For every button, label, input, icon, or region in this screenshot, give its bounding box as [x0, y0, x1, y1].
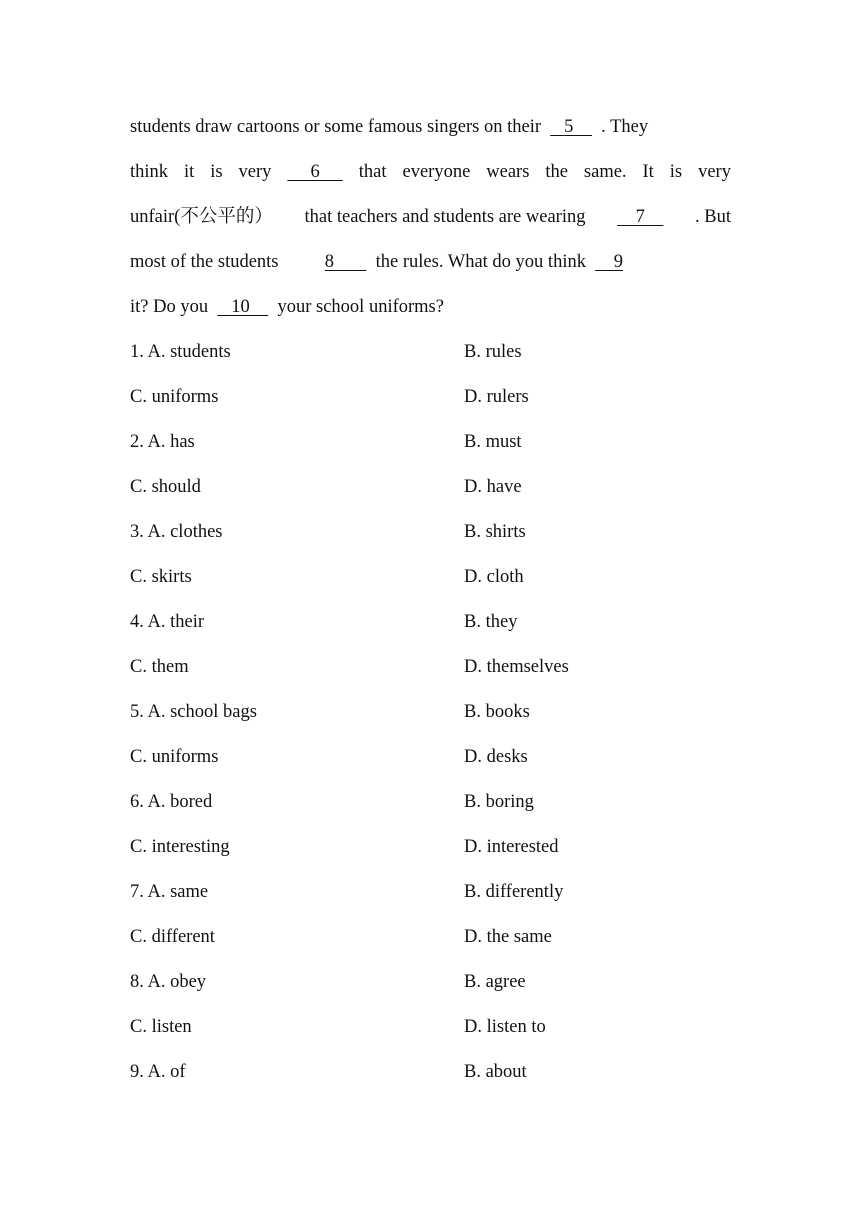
option-d: D. rulers	[464, 387, 529, 407]
passage-word: very	[698, 162, 731, 182]
option-b: B. boring	[464, 792, 534, 812]
option-a: 3. A. clothes	[130, 522, 223, 542]
option-c: C. different	[130, 927, 215, 947]
option-b: B. must	[464, 432, 522, 452]
passage-word: think	[130, 162, 169, 182]
option-b: B. differently	[464, 882, 564, 902]
passage-word: is	[669, 162, 683, 182]
option-b: B. shirts	[464, 522, 526, 542]
passage-word: same.	[583, 162, 627, 182]
option-c: C. interesting	[130, 837, 230, 857]
option-a: 2. A. has	[130, 432, 195, 452]
option-d: D. themselves	[464, 657, 569, 677]
answer-blank-5: 5	[564, 117, 574, 137]
option-a: 6. A. bored	[130, 792, 213, 812]
option-c: C. them	[130, 657, 189, 677]
passage-word: It	[642, 162, 654, 182]
passage-text: . But	[695, 207, 731, 227]
passage-text: . They	[601, 117, 649, 137]
option-d: D. cloth	[464, 567, 524, 587]
passage-word: everyone	[402, 162, 471, 182]
passage-text: your school uniforms?	[277, 297, 444, 317]
option-d: D. the same	[464, 927, 552, 947]
option-d: D. desks	[464, 747, 528, 767]
option-a: 1. A. students	[130, 342, 231, 362]
passage-word: very	[238, 162, 272, 182]
option-b: B. agree	[464, 972, 526, 992]
option-a: 7. A. same	[130, 882, 209, 902]
option-b: B. about	[464, 1062, 527, 1082]
passage-text: the rules. What do you think	[375, 252, 586, 272]
passage-line-4	[130, 247, 731, 277]
option-d: D. have	[464, 477, 522, 497]
option-c: C. should	[130, 477, 201, 497]
answer-blank-9: 9	[613, 252, 623, 272]
passage-word: the	[545, 162, 568, 182]
option-c: C. uniforms	[130, 387, 219, 407]
passage-word: that	[358, 162, 387, 182]
option-c: C. uniforms	[130, 747, 219, 767]
passage-line-2	[130, 157, 731, 187]
passage-word: it	[183, 162, 195, 182]
option-d: D. interested	[464, 837, 559, 857]
option-b: B. books	[464, 702, 530, 722]
passage-line-5	[130, 292, 731, 322]
passage-line-3	[130, 202, 731, 232]
answer-blank-6: 6	[310, 162, 320, 182]
passage-text: unfair(不公平的）	[130, 207, 273, 227]
passage-word: is	[210, 162, 223, 182]
passage-text: most of the students	[130, 252, 279, 272]
option-a: 4. A. their	[130, 612, 204, 632]
option-a: 5. A. school bags	[130, 702, 257, 722]
answer-blank-10: 10	[231, 297, 250, 317]
option-a: 8. A. obey	[130, 972, 207, 992]
option-a: 9. A. of	[130, 1062, 186, 1082]
passage-word: wears	[486, 162, 530, 182]
answer-blank-8: 8	[324, 252, 335, 272]
option-b: B. rules	[464, 342, 522, 362]
option-c: C. skirts	[130, 567, 192, 587]
option-d: D. listen to	[464, 1017, 546, 1037]
passage-text: students draw cartoons or some famous singers on their	[130, 117, 542, 137]
answer-blank-7: 7	[635, 207, 645, 227]
option-b: B. they	[464, 612, 518, 632]
passage-text: it? Do you	[130, 297, 209, 317]
passage-line-1	[130, 112, 731, 142]
passage-text: that teachers and students are wearing	[304, 207, 586, 227]
option-c: C. listen	[130, 1017, 192, 1037]
